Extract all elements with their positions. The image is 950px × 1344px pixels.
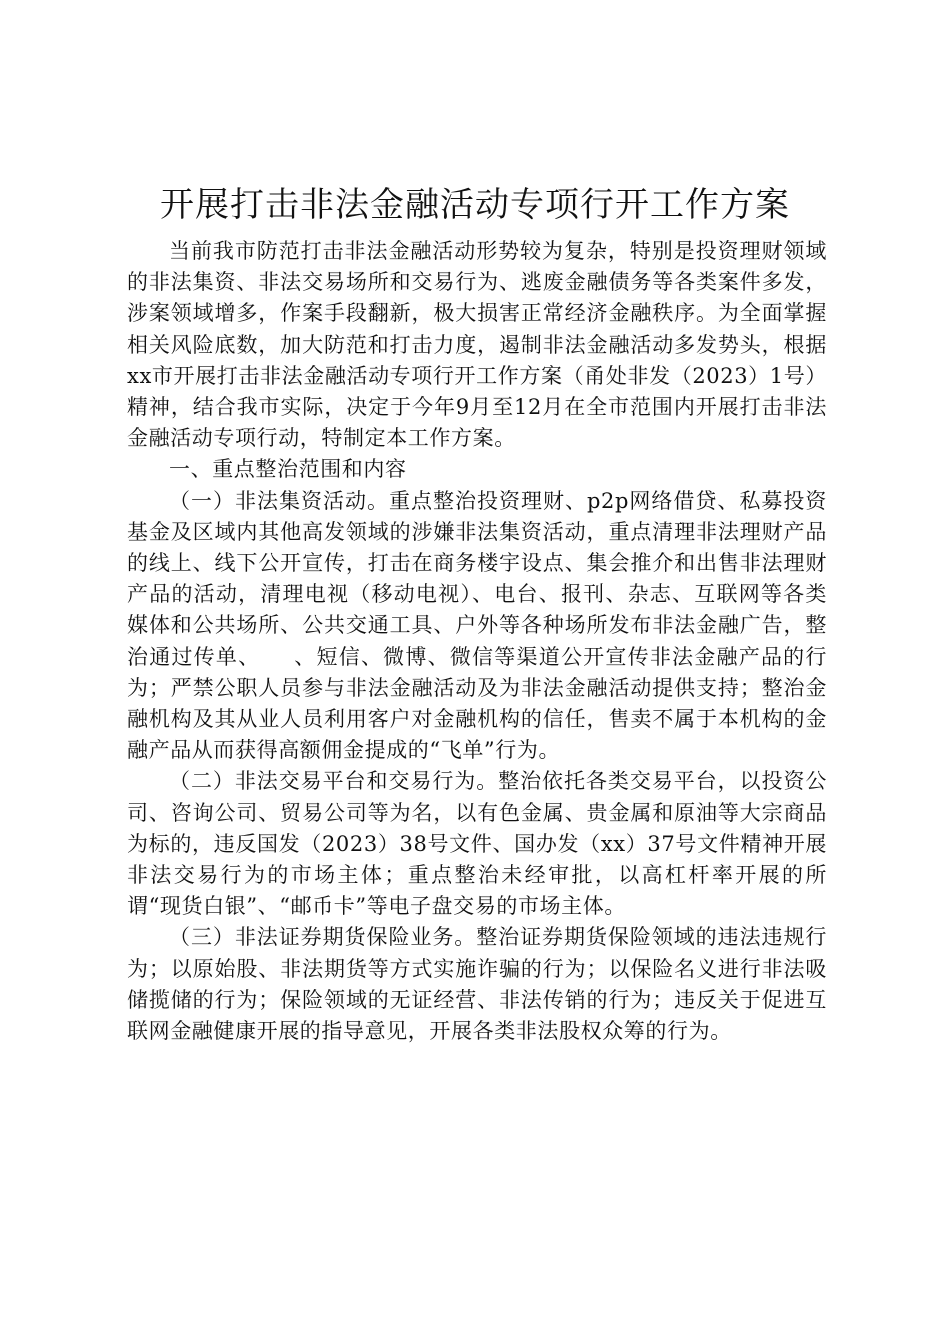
document-body [127,236,827,1047]
document-title: 开展打击非法金融活动专项行开工作方案 [160,185,790,225]
item-paragraph-3: （三）非法证券期货保险业务。整治证券期货保险领域的违法违规行为；以原始股、非法期货等方式实施诈骗的行为；以保险名义进行非法吸储揽储的行为；保险领域的无证经营、非法传销的行为；违反关于促进互联网金融健康开展的指导意见，开展各类非法股权众筹的行为。 [127,925,827,1044]
section-heading: 一、重点整治范围和内容 [169,457,407,482]
item-paragraph-2: （二）非法交易平台和交易行为。整治依托各类交易平台，以投资公司、咨询公司、贸易公司等为名，以有色金属、贵金属和原油等大宗商品为标的，违反国发（2023）38号文件、国办发（xx）37号文件精神开展非法交易行为的市场主体；重点整治未经审批，以高杠杆率开展的所谓“现货白银”、“邮币卡”等电子盘交易的市场主体。 [127,769,827,919]
item-paragraph-1: （一）非法集资活动。重点整治投资理财、p2p网络借贷、私募投资基金及区域内其他高发领域的涉嫌非法集资活动，重点清理非法理财产品的线上、线下公开宣传，打击在商务楼宇设点、集会推介和出售非法理财产品的活动，清理电视（移动电视）、电台、报刊、杂志、互联网等各类媒体和公共场所、公共交通工具、户外等各种场所发布非法金融广告，整治通过传单、 、短信、微博、微信等渠道公开宣传非法金融产品的行为；严禁公职人员参与非法金融活动及为非法金融活动提供支持；整治金融机构及其从业人员利用客户对金融机构的信任，售卖不属于本机构的金融产品从而获得高额佣金提成的“飞单”行为。 [127,488,827,763]
intro-paragraph: 当前我市防范打击非法金融活动形势较为复杂，特别是投资理财领域的非法集资、非法交易场所和交易行为、逃废金融债务等各类案件多发，涉案领域增多，作案手段翻新，极大损害正常经济金融秩序。为全面掌握相关风险底数，加大防范和打击力度，遏制非法金融活动多发势头，根据xx市开展打击非法金融活动专项行开工作方案（甬处非发（2023）1号）精神，结合我市实际，决定于今年9月至12月在全市范围内开展打击非法金融活动专项行动，特制定本工作方案。 [127,239,827,451]
